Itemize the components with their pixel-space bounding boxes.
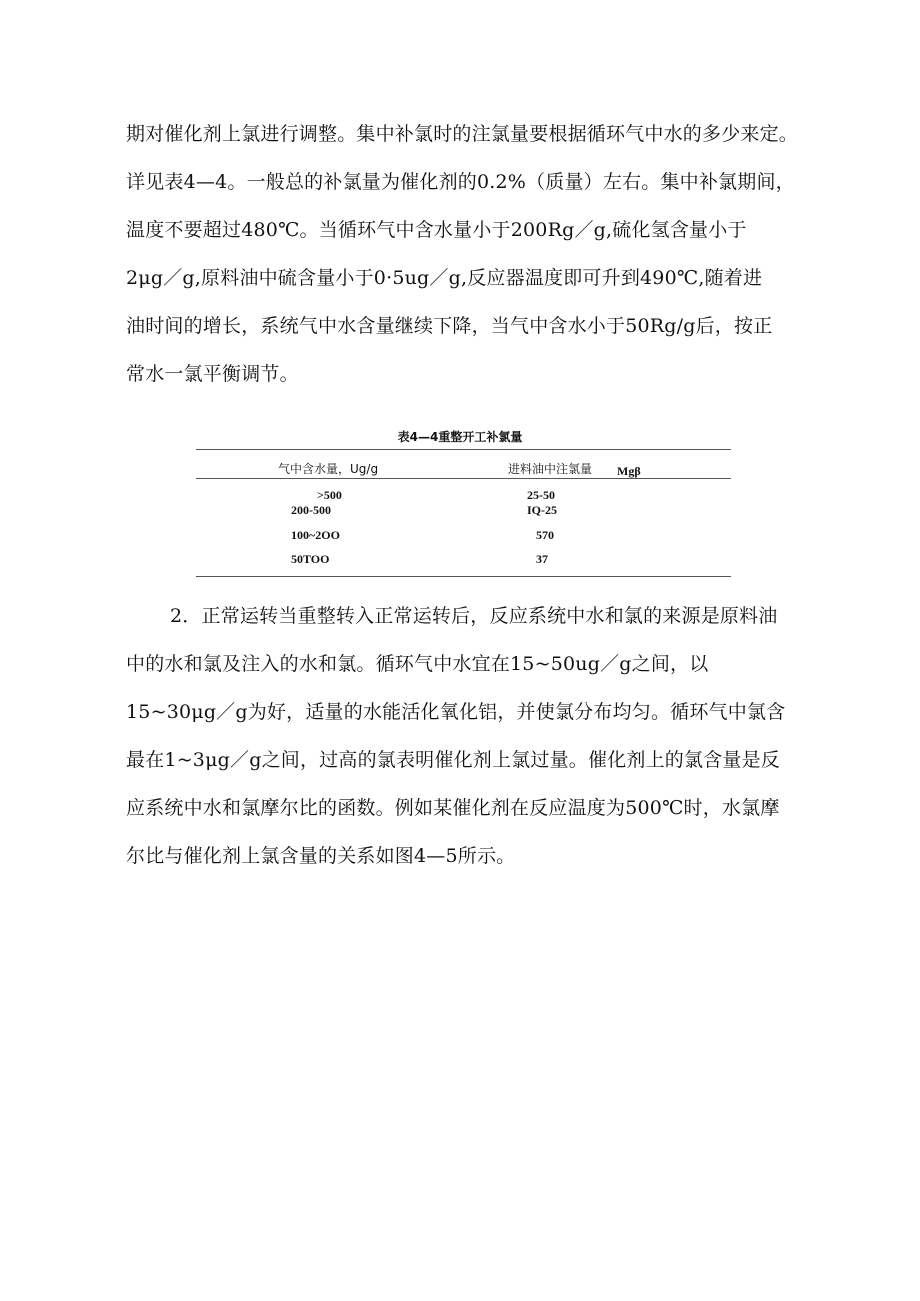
table-top-rule (196, 449, 731, 450)
paragraph1-line-3: 温度不要超过480℃。当循环气中含水量小于200Rg／g,硫化氢含量小于 (126, 219, 747, 241)
table-cell-chlorine: IQ-25 (527, 503, 557, 517)
paragraph2-line-5: 应系统中水和氯摩尔比的函数。例如某催化剂在反应温度为500℃时，水氯摩 (126, 797, 780, 819)
table-cell-water: 50TOO (291, 552, 330, 566)
paragraph1-line-5: 油时间的增长，系统气中水含量继续下降，当气中含水小于50Rg/g后，按正 (126, 315, 773, 337)
table-bottom-rule (196, 576, 731, 577)
table-cell-water: 100~2OO (291, 528, 340, 542)
paragraph2-line-4: 最在1~3μg／g之间，过高的氯表明催化剂上氯过量。催化剂上的氯含量是反 (126, 749, 780, 771)
table-header-water: 气中含水量，Ug/g (278, 462, 379, 476)
table-header-chlorine: 进料油中注氯量 (508, 462, 593, 476)
paragraph1-line-1: 期对催化剂上氯进行调整。集中补氯时的注氯量要根据循环气中水的多少来定。 (126, 123, 799, 145)
table-header-rule (196, 478, 731, 479)
table-title: 表4—4重整开工补氯量 (397, 430, 523, 444)
paragraph2-line-2: 中的水和氯及注入的水和氯。循环气中水宜在15~50ug／g之间，以 (126, 653, 709, 675)
table-cell-chlorine: 570 (536, 528, 554, 542)
paragraph2-line-6: 尔比与催化剂上氯含量的关系如图4—5所示。 (126, 845, 516, 867)
paragraph1-line-4: 2μg／g,原料油中硫含量小于0·5ug／g,反应器温度即可升到490℃,随着进 (126, 267, 763, 289)
table-cell-water: >500 (317, 488, 342, 502)
table-cell-chlorine: 25-50 (527, 488, 555, 502)
paragraph1-line-6: 常水一氯平衡调节。 (126, 363, 299, 385)
paragraph2-line-3: 15~30μg／g为好，适量的水能活化氧化铝，并使氯分布均匀。循环气中氯含 (126, 701, 786, 723)
paragraph2-line-1: 2．正常运转当重整转入正常运转后，反应系统中水和氯的来源是原料油 (170, 605, 778, 627)
table-header-unit: Mgβ (617, 464, 641, 478)
table-cell-water: 200-500 (291, 503, 331, 517)
paragraph1-line-2: 详见表4—4。一般总的补氯量为催化剂的0.2%（质量）左右。集中补氯期间， (126, 171, 795, 193)
table-cell-chlorine: 37 (536, 552, 548, 566)
